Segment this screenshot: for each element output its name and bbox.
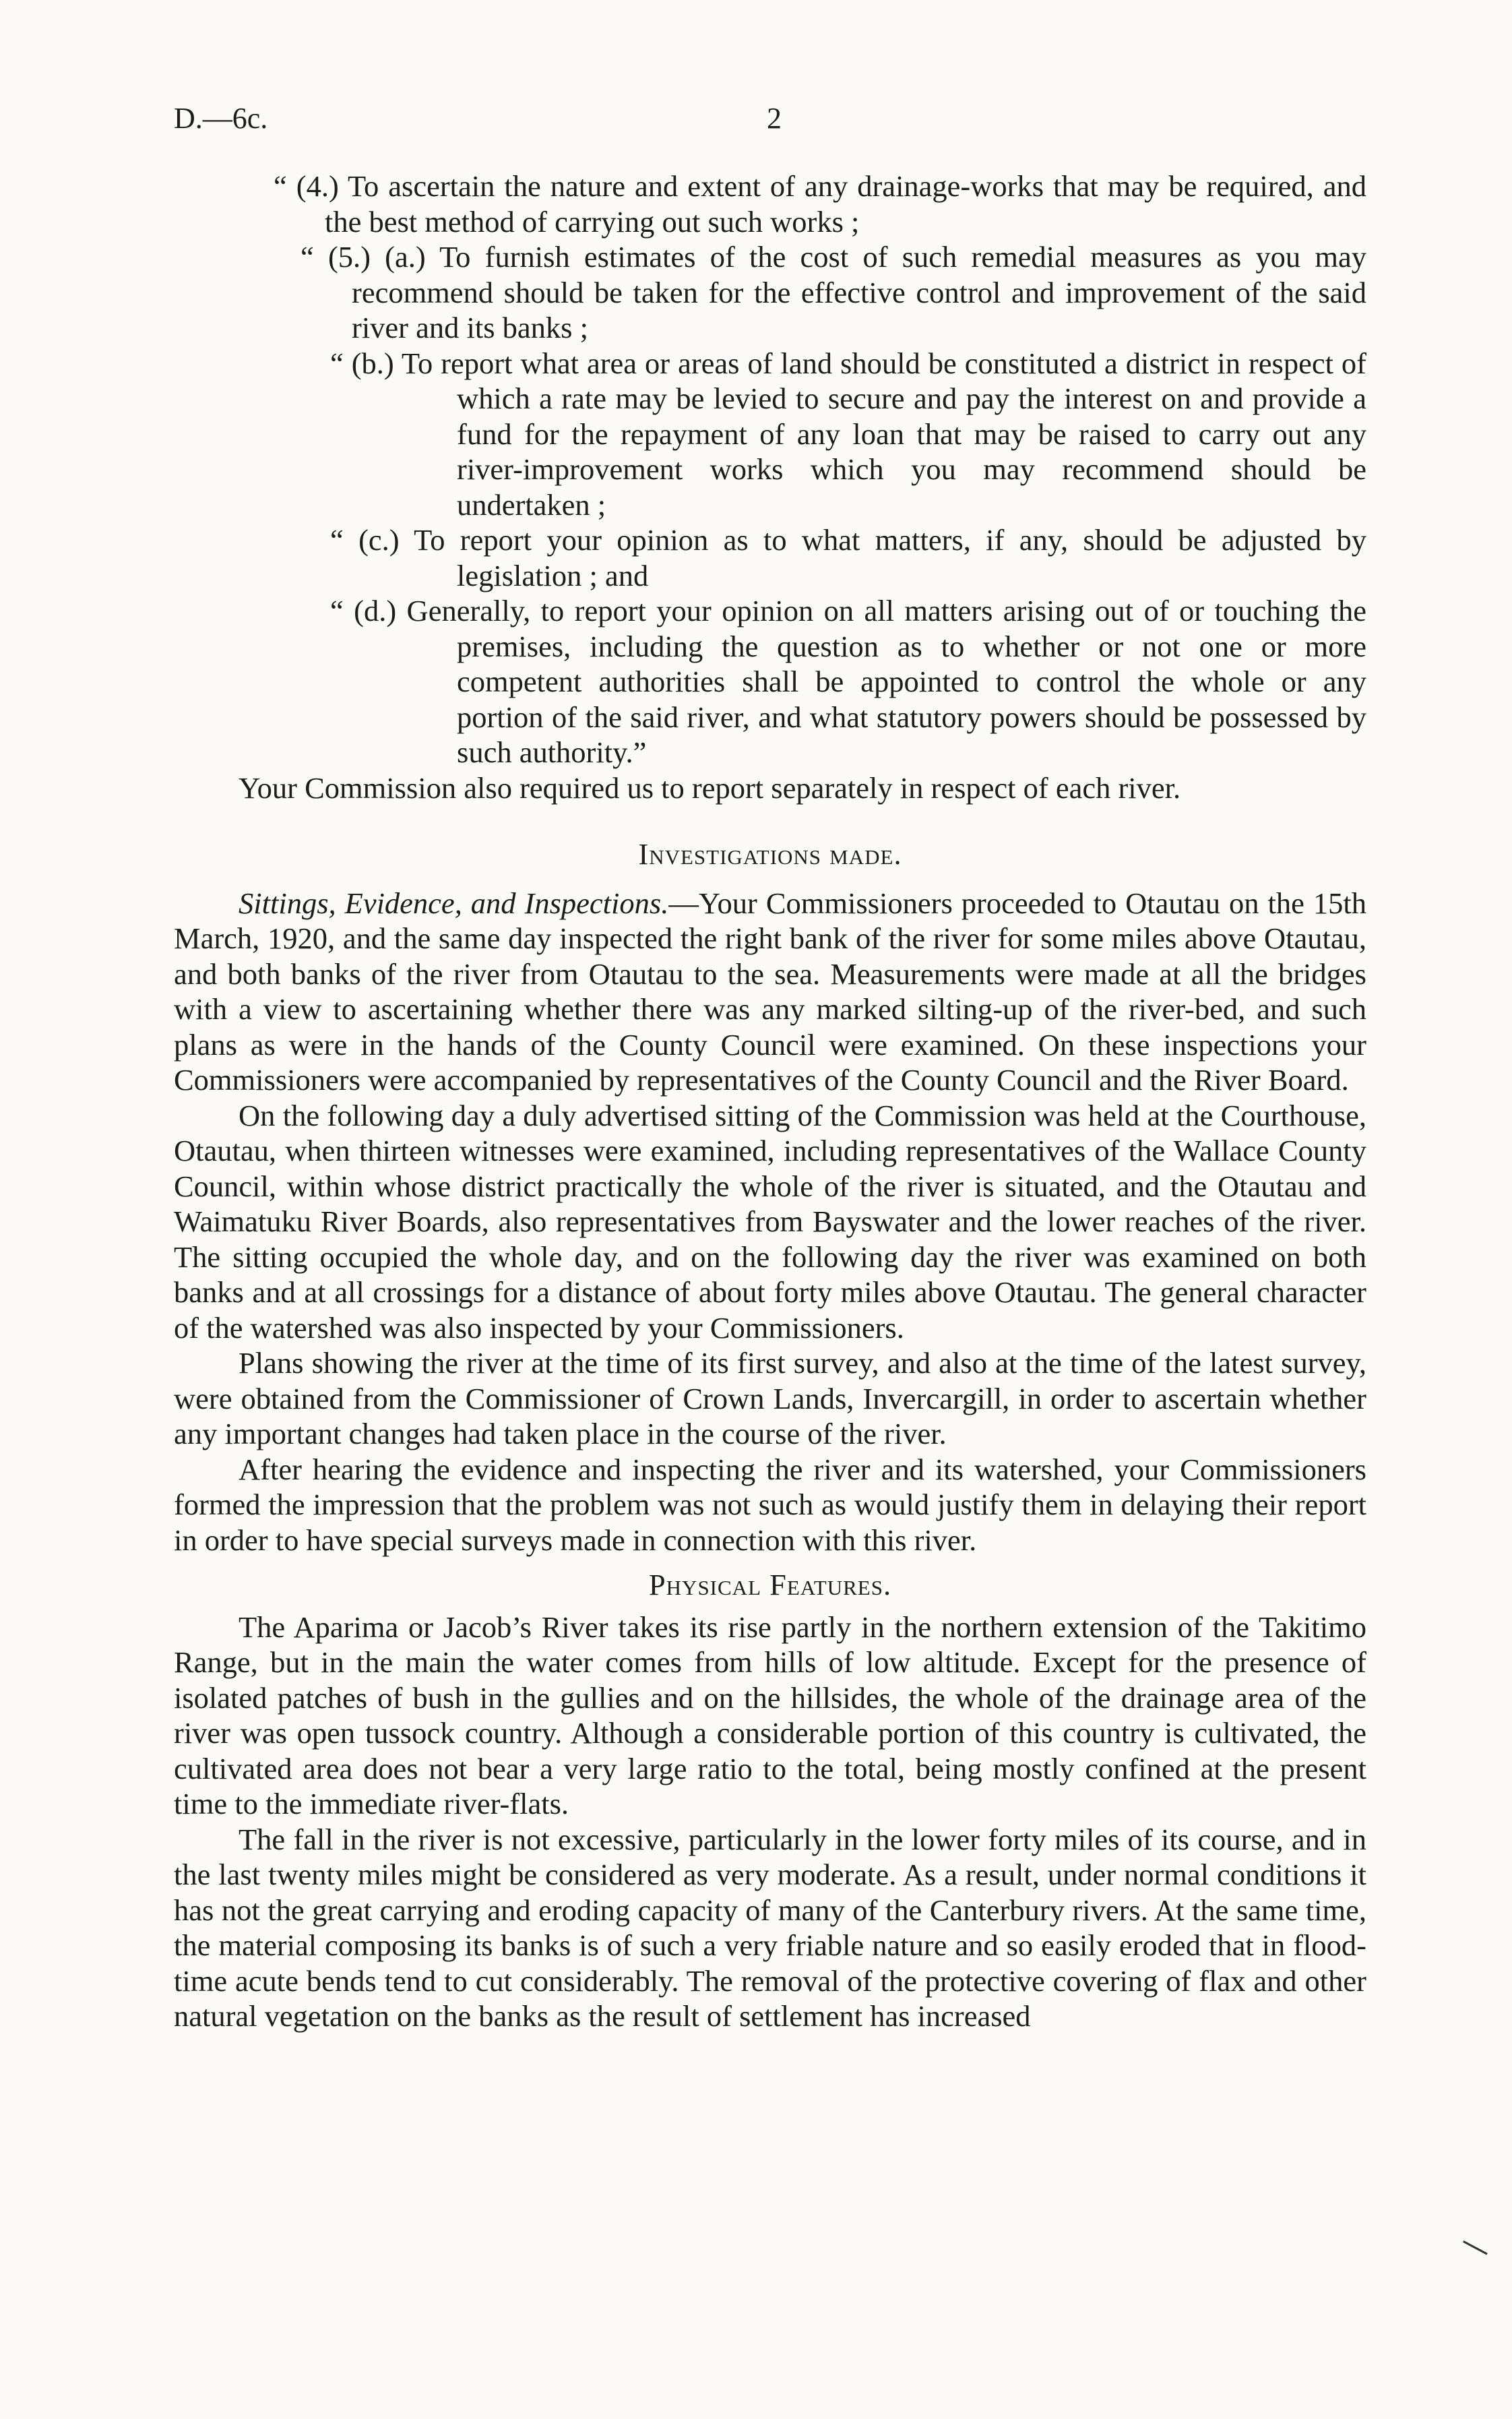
clause-4: “ (4.) To ascertain the nature and extent of any drainage-works that may be required, and the best method of carrying out such works ; [274,169,1366,239]
paragraph: On the following day a duly advertised sitting of the Commission was held at the Courthouse, Otautau, when thirteen witnesses were examined, including representatives of the Wallace County Council, within whose district practically the whole of the river is situated, and the Otautau and Waimatuku River Boards, also representatives from Bayswater and the lower reaches of the river. The sitting occupied the whole day, and on the following day the river was examined on both banks and at all crossings for a distance of about forty miles above Otautau. The general character of the watershed was also inspected by your Commissioners. [174,1098,1366,1345]
section-heading-investigations: Investigations made. [638,837,902,871]
inline-heading: Sittings, Evidence, and Inspections. [239,886,669,920]
clause-5a: “ (5.) (a.) To furnish estimates of the cost of such remedial measures as you may recommend should be taken for the effective control and improvement of the said river and its banks ; [301,240,1366,344]
clause-5d: “ (d.) Generally, to report your opinion on all matters arising out of or touching the premises, including the question as to whether or not one or more competent authorities shall be appointed to control the whole or any portion of the said river, and what statutory powers should be possessed by such authority.” [330,594,1366,769]
paragraph: Plans showing the river at the time of its first survey, and also at the time of the latest survey, were obtained from the Commissioner of Crown Lands, Invercargill, in order to ascertain whether any important changes had taken place in the course of the river. [174,1346,1366,1450]
section-heading-physical-features: Physical Features. [648,1568,892,1601]
paragraph [174,886,1366,1098]
body-text [174,169,1366,2034]
page-number: 2 [767,102,782,135]
margin-mark [1461,2240,1488,2259]
paragraph: The fall in the river is not excessive, particularly in the lower forty miles of its course, and in the last twenty miles might be considered as very moderate. As a result, under normal conditions it has not the great carrying and eroding capacity of many of the Canterbury rivers. At the same time, the material composing its banks is of such a very friable nature and so easily eroded that in flood-time acute bends tend to cut considerably. The removal of the protective covering of flax and other natural vegetation on the banks as the result of settlement has increased [174,1822,1366,2033]
clause-5b: “ (b.) To report what area or areas of land should be constituted a district in respect of which a rate may be levied to secure and pay the interest on and provide a fund for the repayment of any loan that may be raised to carry out any river-improvement works which you may recommend should be undertaken ; [330,346,1366,522]
closing-sentence: Your Commission also required us to report separately in respect of each river. [239,770,1181,805]
page-header [174,101,1377,142]
paragraph: The Aparima or Jacob’s River takes its rise partly in the northern extension of the Takitimo Range, but in the main the water comes from hills of low altitude. Except for the presence of isolated patches of bush in the gullies and on the hillsides, the whole of the drainage area of the river was open tussock country. Although a considerable portion of this country is cultivated, the cultivated area does not bear a very large ratio to the total, being mostly confined at the present time to the immediate river-flats. [174,1610,1366,1820]
paragraph: After hearing the evidence and inspecting the river and its watershed, your Commissioners formed the impression that the problem was not such as would justify them in delaying their report in order to have special surveys made in connection with this river. [174,1452,1366,1557]
clause-5c: “ (c.) To report your opinion as to what matters, if any, should be adjusted by legislation ; and [330,523,1366,592]
document-reference: D.—6c. [174,102,268,135]
paragraph-text: —Your Commissioners proceeded to Otautau on the 15th March, 1920, and the same day inspected the right bank of the river for some miles above Otautau, and both banks of the river from Otautau to the sea. Measurements were made at all the bridges with a view to ascertaining whether there was any marked silting-up of the river-bed, and such plans as were in the hands of the County Council were examined. On these inspections your Commissioners were accompanied by representatives of the County Council and the River Board. [174,886,1366,1097]
